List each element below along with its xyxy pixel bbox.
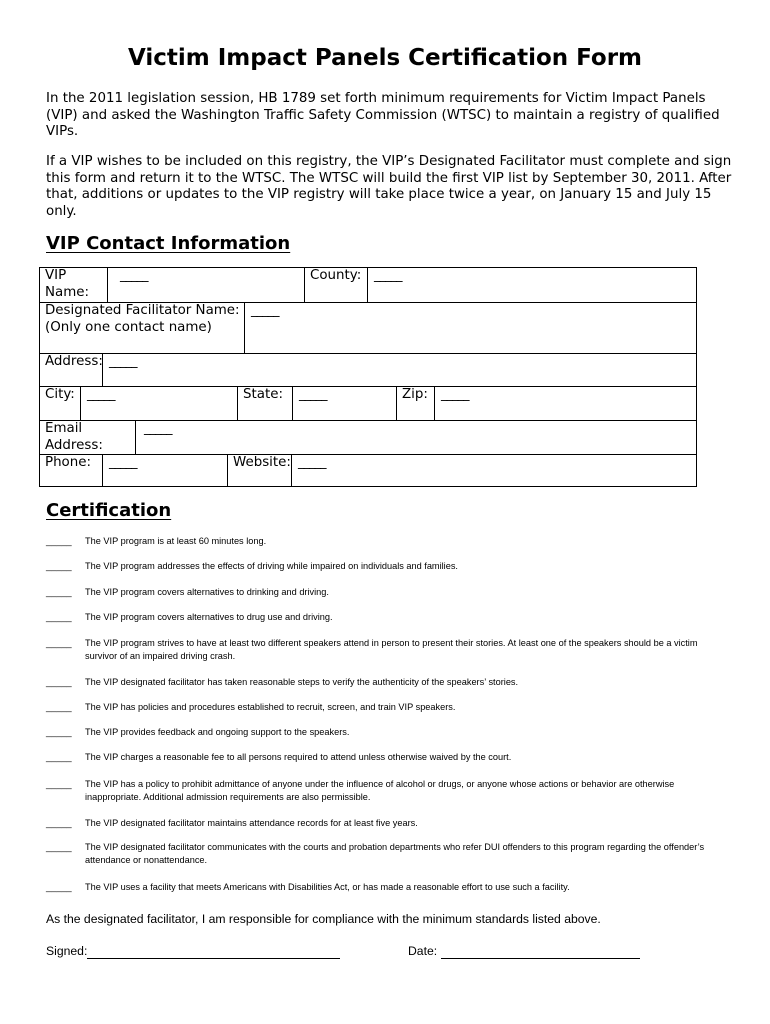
cert-checkbox-line[interactable]: _____	[46, 561, 72, 571]
cert-item-text: The VIP uses a facility that meets Americans with Disabilities Act, or has made a reasonable effort to use such a facility.	[85, 882, 570, 892]
county-label: County:	[304, 268, 367, 302]
city-label: City:	[45, 387, 75, 402]
cert-checkbox-line[interactable]: _____	[46, 536, 72, 546]
county-field[interactable]: _____	[367, 268, 696, 302]
city-field[interactable]: _____	[80, 387, 237, 420]
certification-heading: Certification	[46, 500, 172, 521]
cert-item-text: The VIP designated facilitator maintains attendance records for at least five years.	[85, 818, 418, 828]
cert-item-text: The VIP program covers alternatives to drinking and driving.	[85, 587, 329, 597]
row-city-state-zip	[40, 387, 696, 421]
address-field[interactable]: _____	[102, 354, 696, 386]
cert-checkbox-line[interactable]: _____	[46, 677, 72, 687]
cert-item-text: The VIP charges a reasonable fee to all persons required to attend unless otherwise waived by the court.	[85, 752, 512, 762]
zip-label: Zip:	[396, 387, 434, 420]
cert-checkbox-line[interactable]: _____	[46, 727, 72, 737]
phone-field[interactable]: _____	[102, 455, 227, 486]
cert-item-text: The VIP has policies and procedures established to recruit, screen, and train VIP speakers.	[85, 702, 456, 712]
row-address	[40, 354, 696, 387]
cert-item-text: The VIP designated facilitator has taken reasonable steps to verify the authenticity of the speakers’ stories.	[85, 677, 519, 687]
address-label: Address:	[45, 354, 103, 369]
cert-checkbox-line[interactable]: _____	[46, 702, 72, 712]
cert-item-text: The VIP program covers alternatives to drug use and driving.	[85, 612, 333, 622]
cert-checkbox-line[interactable]: _____	[46, 612, 72, 622]
compliance-statement: As the designated facilitator, I am responsible for compliance with the minimum standards listed above.	[46, 912, 601, 926]
cert-checkbox-line[interactable]: _____	[46, 779, 72, 789]
cert-item-text: The VIP provides feedback and ongoing support to the speakers.	[85, 727, 350, 737]
row-phone-website	[40, 455, 696, 486]
cert-checkbox-line[interactable]: _____	[46, 752, 72, 762]
cert-item-text: The VIP program is at least 60 minutes long.	[85, 536, 267, 546]
state-field[interactable]: _____	[292, 387, 396, 420]
cert-checkbox-line[interactable]: _____	[46, 818, 72, 828]
intro-paragraph-1: In the 2011 legislation session, HB 1789 set forth minimum requirements for Victim Impact Panels (VIP) and asked the Washington Traffic Safety Commission (WTSC) to maintain a registry of qualified VIPs.	[46, 91, 720, 140]
email-field[interactable]: _____	[135, 421, 696, 454]
cert-item-text: The VIP program addresses the effects of driving while impaired on individuals and families.	[85, 561, 458, 571]
facilitator-label: Designated Facilitator Name: (Only one contact name)	[45, 303, 240, 335]
phone-label: Phone:	[45, 455, 91, 470]
row-vip-name	[40, 268, 696, 303]
state-label: State:	[237, 387, 292, 420]
row-email	[40, 421, 696, 455]
signed-label: Signed:	[46, 944, 88, 958]
cert-checkbox-line[interactable]: _____	[46, 638, 72, 648]
website-field[interactable]: _____	[291, 455, 696, 486]
email-label: Email Address:	[45, 421, 103, 453]
contact-heading: VIP Contact Information	[46, 233, 291, 254]
zip-field[interactable]: _____	[434, 387, 696, 420]
vip-name-field[interactable]: _____	[107, 268, 304, 302]
signature-field[interactable]	[87, 958, 340, 959]
cert-item-text: The VIP has a policy to prohibit admittance of anyone under the influence of alcohol or drugs, or anyone whose actions or behavior are otherwise inappropriate. Additional admission requirements are also permissible.	[85, 779, 675, 802]
date-label: Date:	[408, 944, 438, 958]
contact-table	[39, 267, 697, 487]
cert-checkbox-line[interactable]: _____	[46, 882, 72, 892]
cert-item-text: The VIP designated facilitator communicates with the courts and probation departments who refer DUI offenders to this program regarding the offender’s attendance or nonattendance.	[85, 842, 705, 865]
cert-checkbox-line[interactable]: _____	[46, 587, 72, 597]
website-label: Website:	[227, 455, 291, 486]
cert-checkbox-line[interactable]: _____	[46, 842, 72, 852]
facilitator-field[interactable]: _____	[244, 303, 696, 353]
form-title: Victim Impact Panels Certification Form	[127, 45, 643, 71]
row-facilitator	[40, 303, 696, 354]
vip-name-label: VIP Name:	[45, 268, 90, 300]
cert-item-text: The VIP program strives to have at least two different speakers attend in person to present their stories. At least one of the speakers should be a victim survivor of an impaired driving crash.	[85, 638, 698, 661]
intro-paragraph-2: If a VIP wishes to be included on this registry, the VIP’s Designated Facilitator must complete and sign this form and return it to the WTSC. The WTSC will build the first VIP list by September 30, 2011. After that, additions or updates to the VIP registry will take place twice a year, on January 15 and July 15 only.	[46, 154, 732, 219]
date-field[interactable]	[441, 958, 640, 959]
